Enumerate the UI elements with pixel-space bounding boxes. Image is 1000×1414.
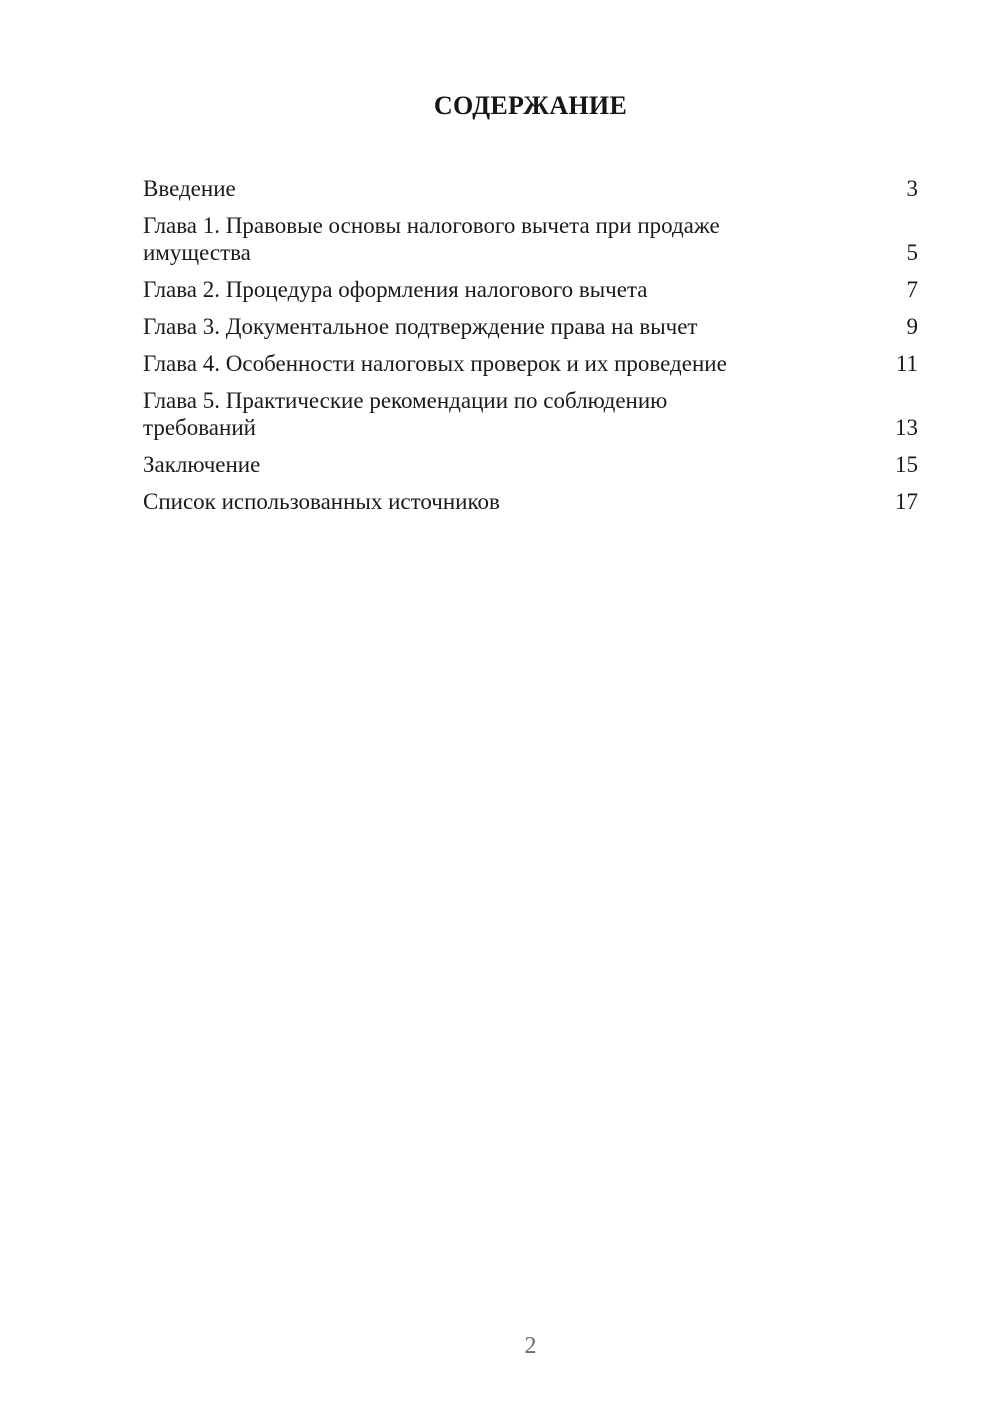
toc-entry[interactable]	[143, 350, 918, 377]
page-title: СОДЕРЖАНИЕ	[433, 91, 628, 120]
toc-entry-page-number: 7	[906, 277, 918, 302]
toc-entry[interactable]	[143, 313, 918, 340]
toc-entry-text	[143, 212, 720, 266]
toc-entry-line: требований	[143, 415, 256, 440]
toc-entry-line: имущества	[143, 240, 251, 265]
toc-content	[143, 90, 918, 525]
toc-entry-text	[143, 451, 260, 478]
toc-entry-page-number: 15	[895, 452, 918, 477]
toc-entry-text	[143, 276, 648, 303]
toc-entry-page-number: 17	[895, 489, 918, 514]
toc-entry-text	[143, 313, 697, 340]
toc-entry-line: Глава 3. Документальное подтверждение права на вычет	[143, 314, 698, 339]
toc-entry-text	[143, 488, 500, 515]
toc-entry-line: Глава 2. Процедура оформления налогового вычета	[143, 277, 648, 302]
toc-entry-page-number: 3	[906, 176, 918, 201]
toc-entry-page-number: 5	[906, 240, 918, 265]
toc-entry-line: Список использованных источников	[143, 489, 500, 514]
toc-entry[interactable]	[143, 212, 918, 266]
toc-entry[interactable]	[143, 276, 918, 303]
toc-entry-line: Заключение	[143, 452, 261, 477]
toc-entry-page-number: 13	[895, 415, 918, 440]
toc-entry[interactable]	[143, 488, 918, 515]
toc-entry-text	[143, 350, 727, 377]
toc-entry-page-number: 11	[895, 351, 918, 376]
toc-entry-line: Введение	[143, 176, 236, 201]
toc-entry[interactable]	[143, 175, 918, 202]
toc-entry-line: Глава 4. Особенности налоговых проверок и их проведение	[143, 351, 727, 376]
toc-entry-line: Глава 1. Правовые основы налогового вычета при продаже	[143, 213, 720, 238]
toc-entry-text	[143, 175, 236, 202]
toc-list	[143, 175, 918, 515]
footer-page-number: 2	[524, 1333, 537, 1359]
toc-entry[interactable]	[143, 451, 918, 478]
toc-entry-page-number: 9	[906, 314, 918, 339]
toc-entry-text	[143, 387, 667, 441]
toc-entry[interactable]	[143, 387, 918, 441]
toc-entry-line: Глава 5. Практические рекомендации по соблюдению	[143, 388, 668, 413]
